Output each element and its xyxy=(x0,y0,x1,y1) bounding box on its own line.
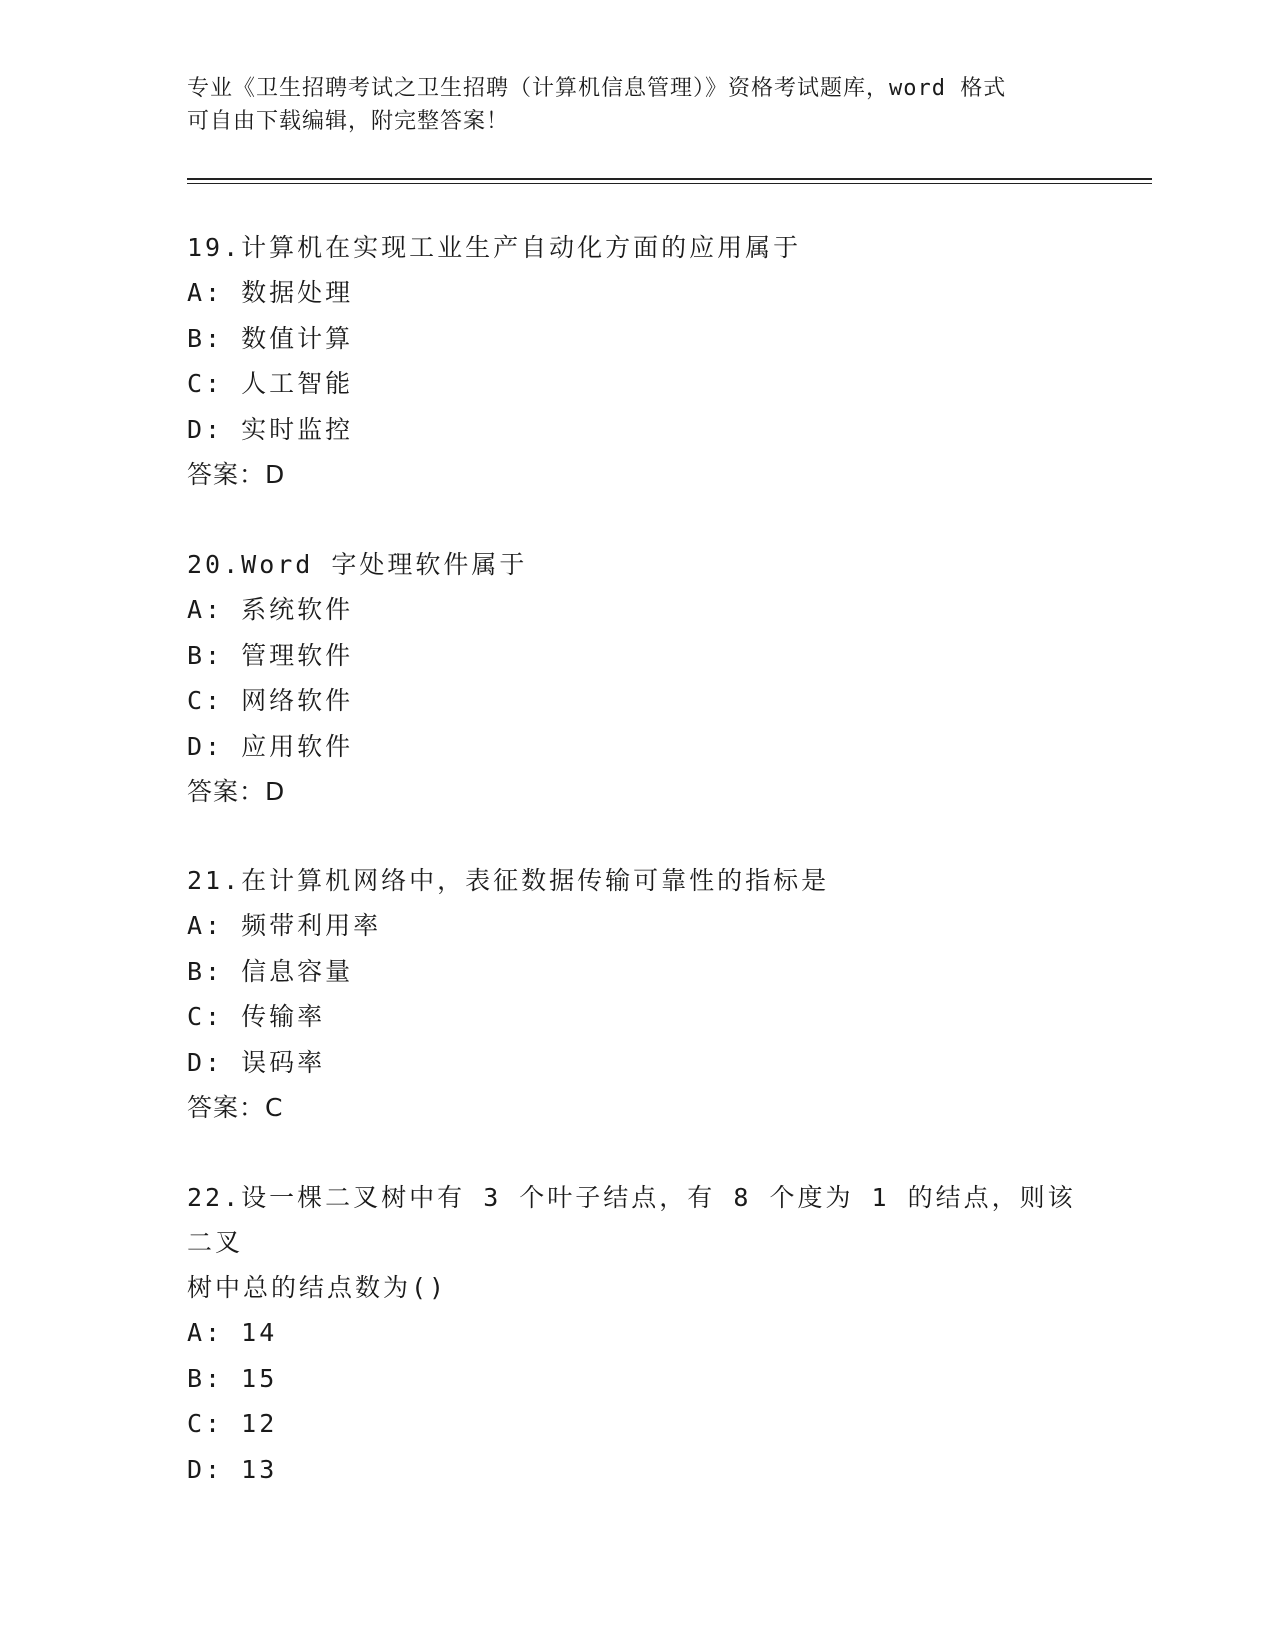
question-20 xyxy=(187,542,1087,815)
option-d: D: 应用软件 xyxy=(187,731,354,761)
answer: 答案：D xyxy=(187,460,286,489)
question-text: 21.在计算机网络中，表征数据传输可靠性的指标是 xyxy=(187,866,830,895)
answer: 答案：D xyxy=(187,777,286,806)
header-line-1: 专业《卫生招聘考试之卫生招聘（计算机信息管理）》资格考试题库，word 格式 xyxy=(187,76,1007,101)
option-d: D: 实时监控 xyxy=(187,414,354,444)
option-d: D: 误码率 xyxy=(187,1047,326,1077)
question-19 xyxy=(187,225,1087,498)
option-b: B: 管理软件 xyxy=(187,640,354,670)
option-c: C: 人工智能 xyxy=(187,369,354,398)
header-rule-thick xyxy=(187,178,1152,180)
question-text-line-2: 树中总的结点数为() xyxy=(187,1273,448,1302)
question-21 xyxy=(187,858,1087,1131)
option-a: A: 数据处理 xyxy=(187,278,354,307)
answer: 答案：C xyxy=(187,1093,284,1122)
question-text: 19.计算机在实现工业生产自动化方面的应用属于 xyxy=(187,233,802,262)
option-b: B: 信息容量 xyxy=(187,956,354,986)
header-rule-thin xyxy=(187,183,1152,184)
question-22 xyxy=(187,1175,1087,1492)
question-text-line-1: 22.设一棵二叉树中有 3 个叶子结点，有 8 个度为 1 的结点，则该二叉 xyxy=(187,1183,1076,1257)
option-c: C: 12 xyxy=(187,1409,278,1438)
option-c: C: 传输率 xyxy=(187,1002,326,1031)
question-text: 20.Word 字处理软件属于 xyxy=(187,550,528,579)
document-header xyxy=(187,72,1087,138)
option-a: A: 频带利用率 xyxy=(187,911,382,940)
header-line-2: 可自由下载编辑，附完整答案！ xyxy=(187,109,510,134)
option-a: A: 14 xyxy=(187,1318,278,1347)
option-b: B: 15 xyxy=(187,1363,278,1393)
option-a: A: 系统软件 xyxy=(187,595,354,624)
option-b: B: 数值计算 xyxy=(187,323,354,353)
option-c: C: 网络软件 xyxy=(187,686,354,715)
option-d: D: 13 xyxy=(187,1454,278,1484)
